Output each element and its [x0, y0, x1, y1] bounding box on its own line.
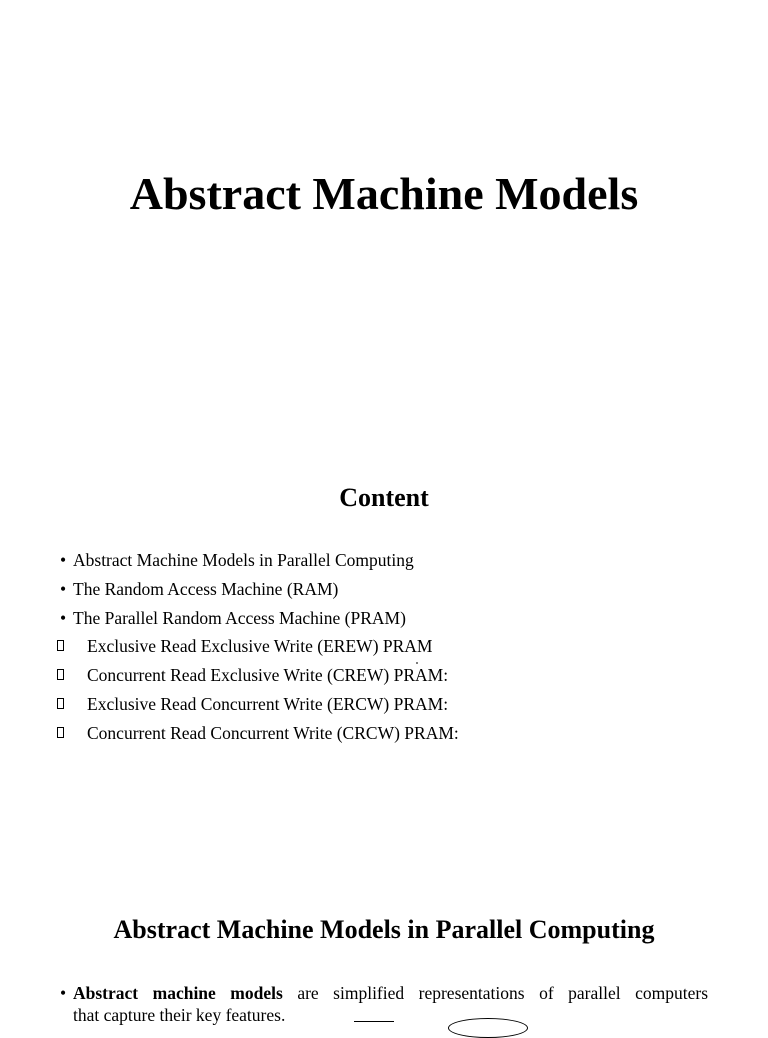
content-heading: Content: [339, 483, 429, 512]
paragraph-line-rest: are simplified representations of parallel computers: [297, 983, 709, 1003]
slide-title: Abstract Machine Models: [129, 168, 639, 219]
content-list: [0, 546, 768, 748]
stray-mark: [416, 662, 418, 664]
content-item-label: Abstract Machine Models in Parallel Computing: [73, 550, 414, 570]
bullet-icon: •: [60, 607, 67, 628]
content-item: [0, 546, 768, 575]
section-heading: Abstract Machine Models in Parallel Computing: [113, 915, 655, 944]
paragraph-text: [73, 982, 708, 1026]
content-item-label: The Parallel Random Access Machine (PRAM): [73, 607, 406, 628]
diagram-line-fragment: [354, 1021, 394, 1022]
bullet-icon: •: [60, 578, 67, 599]
paragraph-line: that capture their key features.: [73, 1005, 286, 1025]
content-subitem-label: Exclusive Read Exclusive Write (EREW) PRAM: [87, 636, 433, 657]
content-item: [0, 575, 768, 604]
content-subitem: [0, 690, 768, 719]
bold-term: Abstract machine models: [73, 983, 283, 1003]
missing-glyph-icon: [57, 698, 64, 709]
bullet-icon: •: [60, 983, 67, 1003]
content-subitem-label: Exclusive Read Concurrent Write (ERCW) PRAM:: [87, 693, 449, 714]
content-item-label: The Random Access Machine (RAM): [73, 578, 339, 599]
diagram-ellipse-fragment: [448, 1018, 528, 1038]
content-item: [0, 604, 768, 633]
content-subitem-label: Concurrent Read Exclusive Write (CREW) PRAM:: [87, 665, 449, 686]
content-subitem-label: Concurrent Read Concurrent Write (CRCW) PRAM:: [87, 722, 459, 743]
bullet-icon: •: [60, 550, 67, 570]
body-paragraph: [60, 982, 708, 1026]
missing-glyph-icon: [57, 669, 64, 680]
content-subitem: [0, 661, 768, 690]
missing-glyph-icon: [57, 727, 64, 738]
paragraph-line: [73, 982, 708, 1004]
content-subitem: [0, 719, 768, 748]
missing-glyph-icon: [57, 640, 64, 651]
content-subitem: [0, 632, 768, 661]
